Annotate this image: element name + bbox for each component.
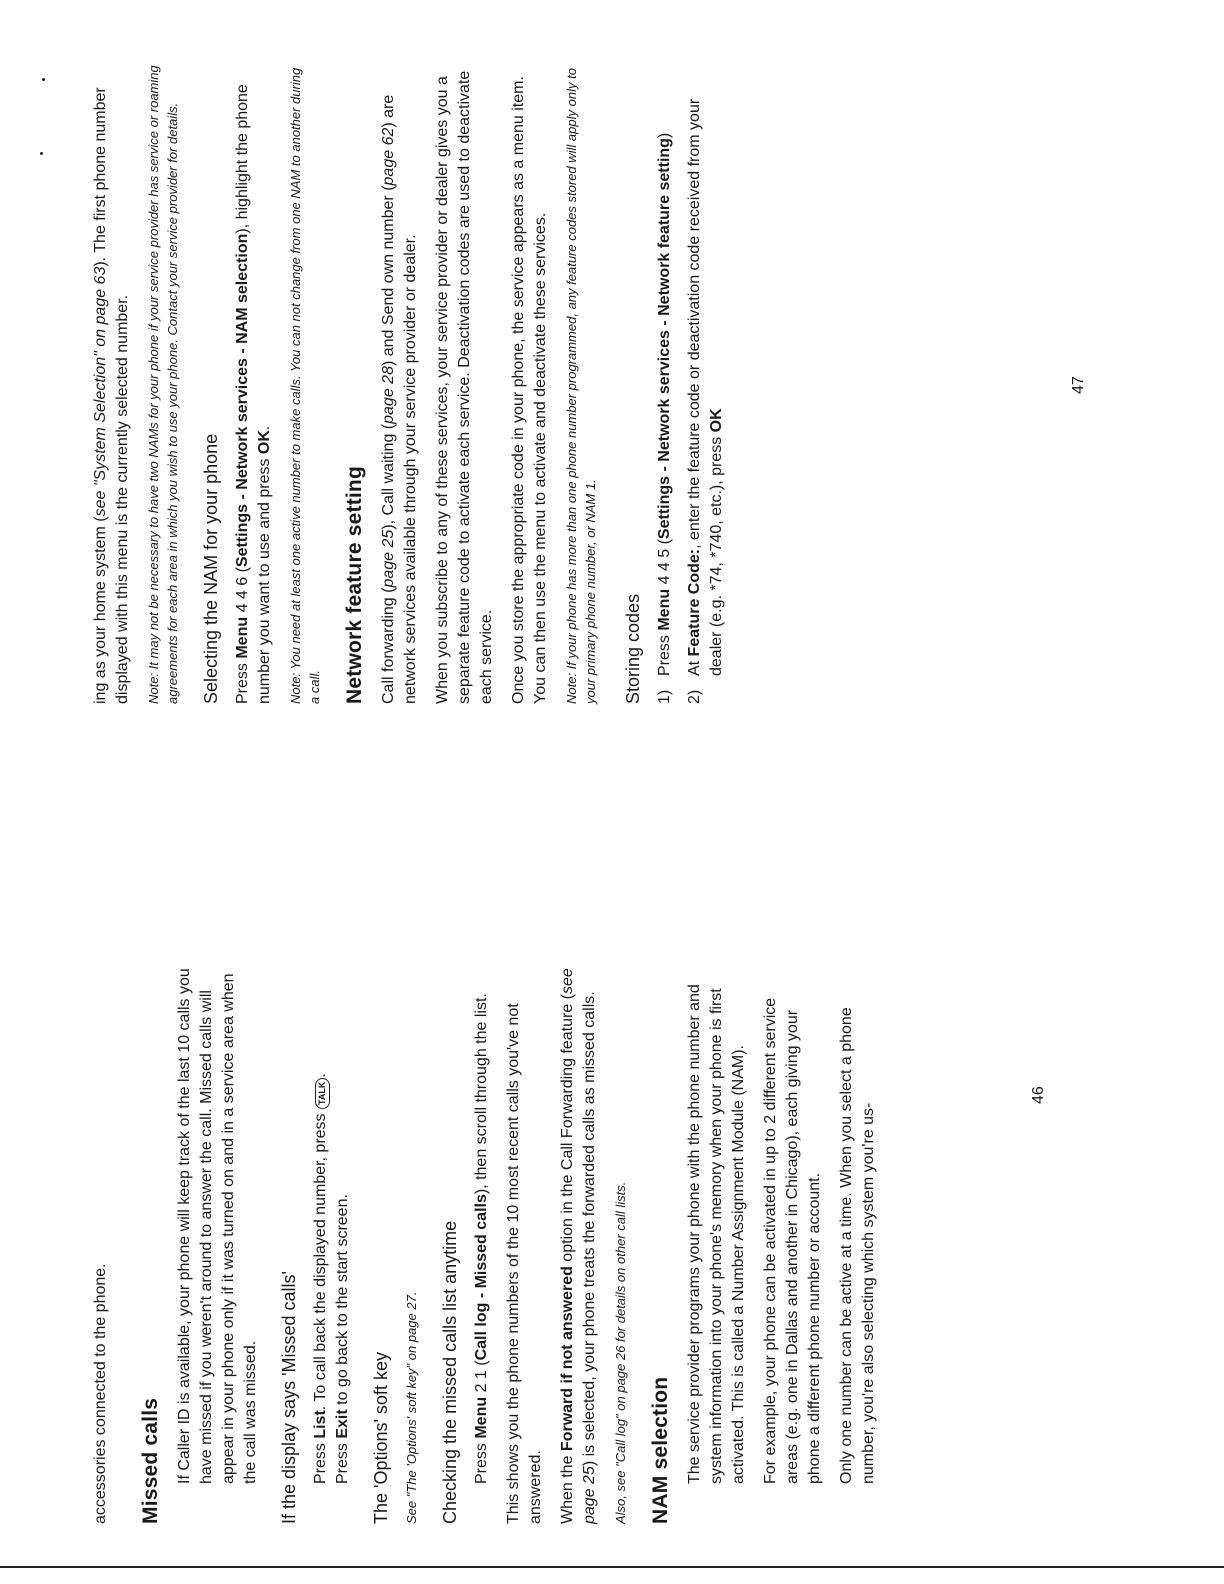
page-number-46: 46 xyxy=(1030,1086,1047,1104)
also-note: Also, see "Call log" on page 26 for details on other call lists. xyxy=(613,1181,628,1524)
subscribe-body: When you subscribe to any of these services, your service provider or dealer gives you a separate feature code to activate each service. Deactivation codes are used to deactivate each service. xyxy=(434,70,495,704)
nam-selection-heading: NAM selection xyxy=(649,1376,672,1524)
once-body: Once you store the appropriate code in your phone, the service appears as a menu item. You can then use the menu to activate and deactivate these services. xyxy=(510,76,549,704)
nam-body-2: For example, your phone can be activated in up to 2 different service areas (e.g. one in Dallas and another in Chicago), each giving your phone a different phone number or account. xyxy=(762,997,823,1484)
missed-calls-body: If Caller ID is available, your phone will keep track of the last 10 calls you have missed if you weren't around to answer the call. Missed calls will appear in your phone only if it was turned on and in a service area when the call was missed. xyxy=(176,968,259,1484)
selecting-nam-heading: Selecting the NAM for your phone xyxy=(201,433,221,704)
forward-body: When the Forward if not answered option in the Call Forwarding feature (see page 25) is selected, your phone treats the forwarded calls as missed calls. xyxy=(559,968,598,1524)
step-1: 1) Press Menu 4 4 5 (Settings - Network services - Network feature setting) xyxy=(656,132,673,704)
display-instructions: Press List. To call back the displayed number, press TALK. Press Exit to go back to the start screen. xyxy=(312,1073,351,1484)
note-two-nams: Note: It may not be necessary to have two NAMs for your phone if your service provider has service or roaming agreements for each area in which you wish to use your phone. Contact your service provider for details. xyxy=(146,65,180,704)
options-note: See "The 'Options' soft key" on page 27. xyxy=(404,1291,419,1524)
nam-body-3: Only one number can be active at a time. When you select a phone number, you're also selecting which system you're us- xyxy=(838,1007,877,1484)
shows-body: This shows you the phone numbers of the 10 most recent calls you've not answered. xyxy=(505,1003,544,1524)
missed-calls-heading: Missed calls xyxy=(139,1397,162,1524)
storing-codes-heading: Storing codes xyxy=(623,593,643,704)
continued-text: ing as your home system (see "System Selection" on page 63). The first phone number displayed with this menu is the currently selected number. xyxy=(92,87,131,704)
page-number-47: 47 xyxy=(1070,376,1087,394)
step-2: 2) At Feature Code:, enter the feature code or deactivation code received from your dealer (e.g. *74, *740, etc.), press OK xyxy=(686,98,725,704)
network-feature-heading: Network feature setting xyxy=(343,466,366,704)
talk-key-icon: TALK xyxy=(315,1078,330,1109)
intro-text: accessories connected to the phone. xyxy=(92,1263,109,1524)
left-column xyxy=(90,964,890,1524)
note-primary-number: Note: If your phone has more than one phone number programmed, any feature codes stored will apply only to your primary phone number, or NAM 1. xyxy=(564,68,598,704)
options-heading: The 'Options' soft key xyxy=(371,1352,391,1524)
checking-instructions: Press Menu 2 1 (Call log - Missed calls), then scroll through the list. xyxy=(473,993,490,1484)
selecting-nam-body: Press Menu 4 4 6 (Settings - Network services - NAM selection), highlight the phone number you want to use and press OK. xyxy=(234,84,273,704)
checking-heading: Checking the missed calls list anytime xyxy=(440,1220,460,1524)
display-heading: If the display says 'Missed calls' xyxy=(279,1271,299,1524)
right-column xyxy=(90,64,736,704)
network-services-body: Call forwarding (page 25), Call waiting (page 28) and Send own number (page 62) are network services available through your service provider or dealer. xyxy=(380,94,419,704)
note-active-number: Note: You need at least one active number to make calls. You can not change from one NAM to another during a call. xyxy=(288,67,322,704)
nam-body-1: The service provider programs your phone with the phone number and system information into your phone's memory when your phone is first activated. This is called a Number Assignment Module (NAM). xyxy=(686,984,747,1484)
